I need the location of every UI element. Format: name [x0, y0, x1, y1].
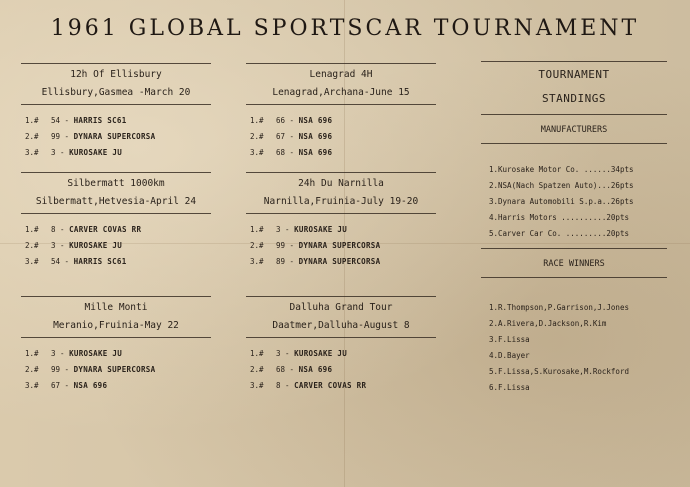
- manufacturer-row: 5.Carver Car Co. .........20pts: [489, 229, 629, 238]
- divider: [21, 63, 211, 64]
- car-number: 54: [51, 116, 61, 125]
- car-number: 8: [51, 225, 56, 234]
- race-name: Lenagrad 4H: [309, 69, 373, 80]
- position: 3.#: [250, 148, 264, 157]
- standings-title-line1: TOURNAMENT: [538, 68, 610, 81]
- race-name: 24h Du Narnilla: [298, 178, 384, 189]
- result-row: 1.# 66 - NSA 696: [250, 113, 436, 129]
- team-name: KUROSAKE JU: [294, 225, 348, 234]
- race-winner-row: 6.F.Lissa: [489, 383, 530, 392]
- position: 2.#: [250, 241, 264, 250]
- team-name: NSA 696: [298, 116, 333, 125]
- car-number: 3: [51, 241, 56, 250]
- position: 1.#: [250, 225, 264, 234]
- race-winners-heading: RACE WINNERS: [543, 259, 605, 269]
- team-name: HARRIS SC61: [73, 116, 127, 125]
- standings-title-line2: STANDINGS: [541, 92, 607, 105]
- result-row: 1.# 54 - HARRIS SC61: [25, 113, 211, 129]
- team-name: NSA 696: [73, 381, 108, 390]
- race-block: [246, 172, 436, 270]
- team-name: CARVER COVAS RR: [294, 381, 367, 390]
- divider: [481, 277, 667, 278]
- race-location-date: Lenagrad,Archana-June 15: [272, 87, 410, 98]
- divider: [481, 248, 667, 249]
- team-name: NSA 696: [298, 132, 333, 141]
- position: 1.#: [250, 116, 264, 125]
- team-name: NSA 696: [298, 365, 333, 374]
- result-row: 2.# 68 - NSA 696: [250, 362, 436, 378]
- car-number: 68: [276, 148, 286, 157]
- car-number: 3: [51, 349, 56, 358]
- race-name: Mille Monti: [84, 302, 148, 313]
- team-name: KUROSAKE JU: [69, 241, 123, 250]
- results-list: [21, 222, 211, 270]
- team-name: DYNARA SUPERCORSA: [298, 257, 381, 266]
- divider: [481, 61, 667, 62]
- car-number: 67: [51, 381, 61, 390]
- car-number: 8: [276, 381, 281, 390]
- divider: [246, 337, 436, 338]
- team-name: DYNARA SUPERCORSA: [298, 241, 381, 250]
- position: 1.#: [25, 349, 39, 358]
- race-winner-row: 4.D.Bayer: [489, 351, 530, 360]
- car-number: 54: [51, 257, 61, 266]
- team-name: DYNARA SUPERCORSA: [73, 132, 156, 141]
- divider: [246, 63, 436, 64]
- result-row: 1.# 3 - KUROSAKE JU: [250, 346, 436, 362]
- divider: [21, 213, 211, 214]
- results-list: [246, 346, 436, 394]
- team-name: DYNARA SUPERCORSA: [73, 365, 156, 374]
- position: 2.#: [25, 241, 39, 250]
- position: 3.#: [250, 381, 264, 390]
- position: 3.#: [25, 257, 39, 266]
- race-location-date: Silbermatt,Hetvesia-April 24: [35, 196, 197, 207]
- race-block: [246, 296, 436, 394]
- position: 3.#: [25, 381, 39, 390]
- car-number: 3: [276, 349, 281, 358]
- divider: [246, 296, 436, 297]
- result-row: 2.# 99 - DYNARA SUPERCORSA: [25, 129, 211, 145]
- result-row: 1.# 3 - KUROSAKE JU: [25, 346, 211, 362]
- result-row: 3.# 67 - NSA 696: [25, 378, 211, 394]
- tournament-standings: [481, 61, 667, 396]
- team-name: KUROSAKE JU: [294, 349, 348, 358]
- car-number: 99: [51, 365, 61, 374]
- divider: [246, 213, 436, 214]
- race-winner-row: 1.R.Thompson,P.Garrison,J.Jones: [489, 303, 629, 312]
- page-title: 1961 GLOBAL SPORTSCAR TOURNAMENT: [50, 16, 640, 41]
- divider: [481, 143, 667, 144]
- result-row: 3.# 3 - KUROSAKE JU: [25, 145, 211, 161]
- divider: [246, 104, 436, 105]
- results-list: [21, 346, 211, 394]
- position: 1.#: [25, 225, 39, 234]
- race-winner-row: 5.F.Lissa,S.Kurosake,M.Rockford: [489, 367, 629, 376]
- car-number: 3: [276, 225, 281, 234]
- race-location-date: Daatmer,Dalluha-August 8: [272, 320, 410, 331]
- race-name: Dalluha Grand Tour: [289, 302, 393, 313]
- position: 3.#: [250, 257, 264, 266]
- car-number: 66: [276, 116, 286, 125]
- divider: [21, 296, 211, 297]
- results-list: [246, 113, 436, 161]
- car-number: 3: [51, 148, 56, 157]
- race-block: [21, 296, 211, 394]
- team-name: NSA 696: [298, 148, 333, 157]
- team-name: KUROSAKE JU: [69, 349, 123, 358]
- race-name: Silbermatt 1000km: [67, 178, 165, 189]
- manufacturer-row: 3.Dynara Automobili S.p.a..26pts: [489, 197, 634, 206]
- manufacturer-row: 2.NSA(Nach Spatzen Auto)...26pts: [489, 181, 634, 190]
- team-name: CARVER COVAS RR: [69, 225, 142, 234]
- result-row: 2.# 99 - DYNARA SUPERCORSA: [250, 238, 436, 254]
- result-row: 2.# 3 - KUROSAKE JU: [25, 238, 211, 254]
- race-winner-row: 3.F.Lissa: [489, 335, 530, 344]
- result-row: 2.# 67 - NSA 696: [250, 129, 436, 145]
- race-block: [246, 63, 436, 161]
- car-number: 89: [276, 257, 286, 266]
- manufacturers-list: [481, 162, 667, 242]
- position: 2.#: [250, 132, 264, 141]
- position: 3.#: [25, 148, 39, 157]
- position: 1.#: [25, 116, 39, 125]
- race-location-date: Narnilla,Fruinia-July 19-20: [263, 196, 419, 207]
- manufacturer-row: 4.Harris Motors ..........20pts: [489, 213, 629, 222]
- divider: [246, 172, 436, 173]
- result-row: 3.# 8 - CARVER COVAS RR: [250, 378, 436, 394]
- results-list: [21, 113, 211, 161]
- manufacturer-row: 1.Kurosake Motor Co. ......34pts: [489, 165, 634, 174]
- divider: [21, 172, 211, 173]
- result-row: 1.# 3 - KUROSAKE JU: [250, 222, 436, 238]
- divider: [21, 337, 211, 338]
- position: 1.#: [250, 349, 264, 358]
- position: 2.#: [25, 132, 39, 141]
- result-row: 1.# 8 - CARVER COVAS RR: [25, 222, 211, 238]
- position: 2.#: [250, 365, 264, 374]
- result-row: 2.# 99 - DYNARA SUPERCORSA: [25, 362, 211, 378]
- team-name: KUROSAKE JU: [69, 148, 123, 157]
- results-list: [246, 222, 436, 270]
- race-block: [21, 172, 211, 270]
- race-location-date: Meranio,Fruinia-May 22: [53, 320, 179, 331]
- manufacturers-heading: MANUFACTURERS: [540, 125, 608, 135]
- race-name: 12h Of Ellisbury: [70, 69, 162, 80]
- divider: [21, 104, 211, 105]
- car-number: 99: [276, 241, 286, 250]
- race-block: [21, 63, 211, 161]
- position: 2.#: [25, 365, 39, 374]
- race-location-date: Ellisbury,Gasmea -March 20: [41, 87, 191, 98]
- result-row: 3.# 54 - HARRIS SC61: [25, 254, 211, 270]
- race-winners-list: [481, 300, 667, 396]
- result-row: 3.# 68 - NSA 696: [250, 145, 436, 161]
- result-row: 3.# 89 - DYNARA SUPERCORSA: [250, 254, 436, 270]
- race-winner-row: 2.A.Rivera,D.Jackson,R.Kim: [489, 319, 607, 328]
- divider: [481, 114, 667, 115]
- car-number: 67: [276, 132, 286, 141]
- team-name: HARRIS SC61: [73, 257, 127, 266]
- car-number: 68: [276, 365, 286, 374]
- car-number: 99: [51, 132, 61, 141]
